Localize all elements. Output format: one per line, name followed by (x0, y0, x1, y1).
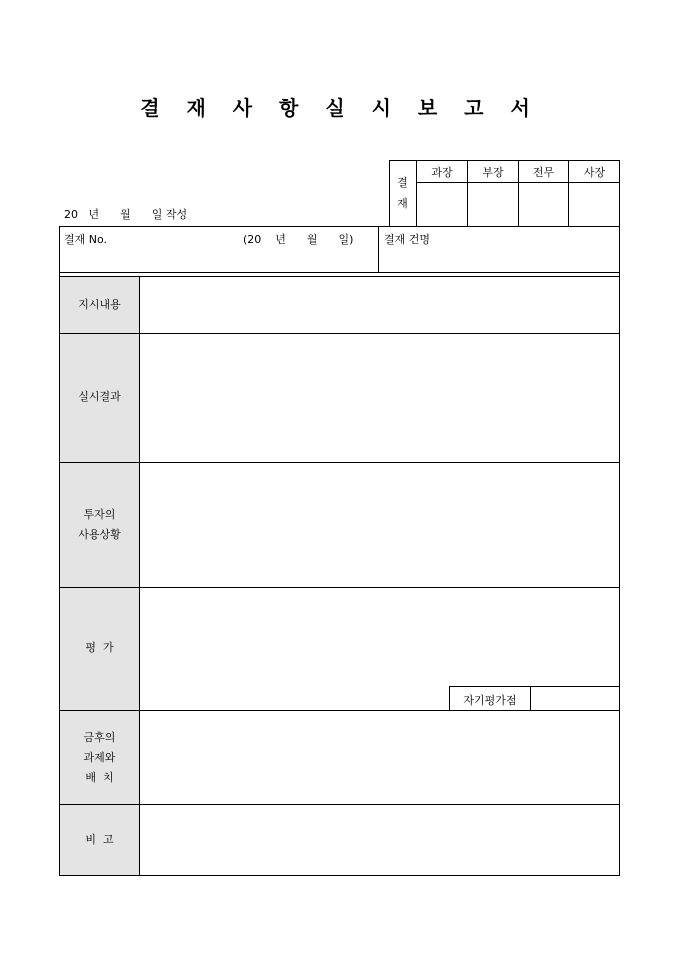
investment-field[interactable] (141, 464, 618, 586)
self-evaluation-label: 자기평가점 (463, 694, 517, 707)
investment-label-line2: 사용상황 (78, 528, 121, 541)
signature-cell-section-chief[interactable] (417, 183, 467, 226)
approval-header-director: 전무 (532, 166, 555, 179)
approval-no-field[interactable] (140, 244, 376, 270)
signature-cell-director[interactable] (519, 183, 568, 226)
investment-label-line1: 투자의 (83, 508, 116, 521)
signature-cell-dept-head[interactable] (468, 183, 518, 226)
approval-header-section-chief: 과장 (431, 166, 453, 179)
approval-header-president: 사장 (583, 166, 606, 179)
approval-date: (20 년 월 일) (243, 233, 354, 246)
future-tasks-field[interactable] (141, 712, 618, 803)
instructions-label: 지시내용 (78, 298, 121, 311)
future-label-line2: 과제와 (83, 751, 116, 764)
results-label: 실시결과 (78, 390, 121, 403)
document-title: 결 재 사 항 실 시 보 고 서 (140, 96, 540, 120)
approval-label-1: 결 (397, 176, 408, 189)
self-evaluation-score-field[interactable] (531, 687, 619, 710)
future-label-line3: 배 치 (85, 771, 114, 784)
remarks-label: 비 고 (85, 833, 114, 846)
future-label-line1: 금후의 (83, 731, 116, 744)
approval-label-2: 재 (397, 197, 408, 210)
subject-label: 결재 건명 (384, 233, 431, 246)
results-field[interactable] (141, 335, 618, 461)
approval-no-label: 결재 No. (64, 233, 108, 246)
evaluation-label: 평 가 (85, 641, 114, 654)
remarks-field[interactable] (141, 806, 618, 874)
date-written: 20 년 월 일 작성 (64, 208, 188, 221)
instructions-field[interactable] (141, 278, 618, 332)
approval-header-dept-head: 부장 (482, 166, 504, 179)
signature-cell-president[interactable] (569, 183, 620, 226)
subject-field[interactable] (380, 244, 618, 270)
evaluation-field[interactable] (141, 589, 618, 685)
